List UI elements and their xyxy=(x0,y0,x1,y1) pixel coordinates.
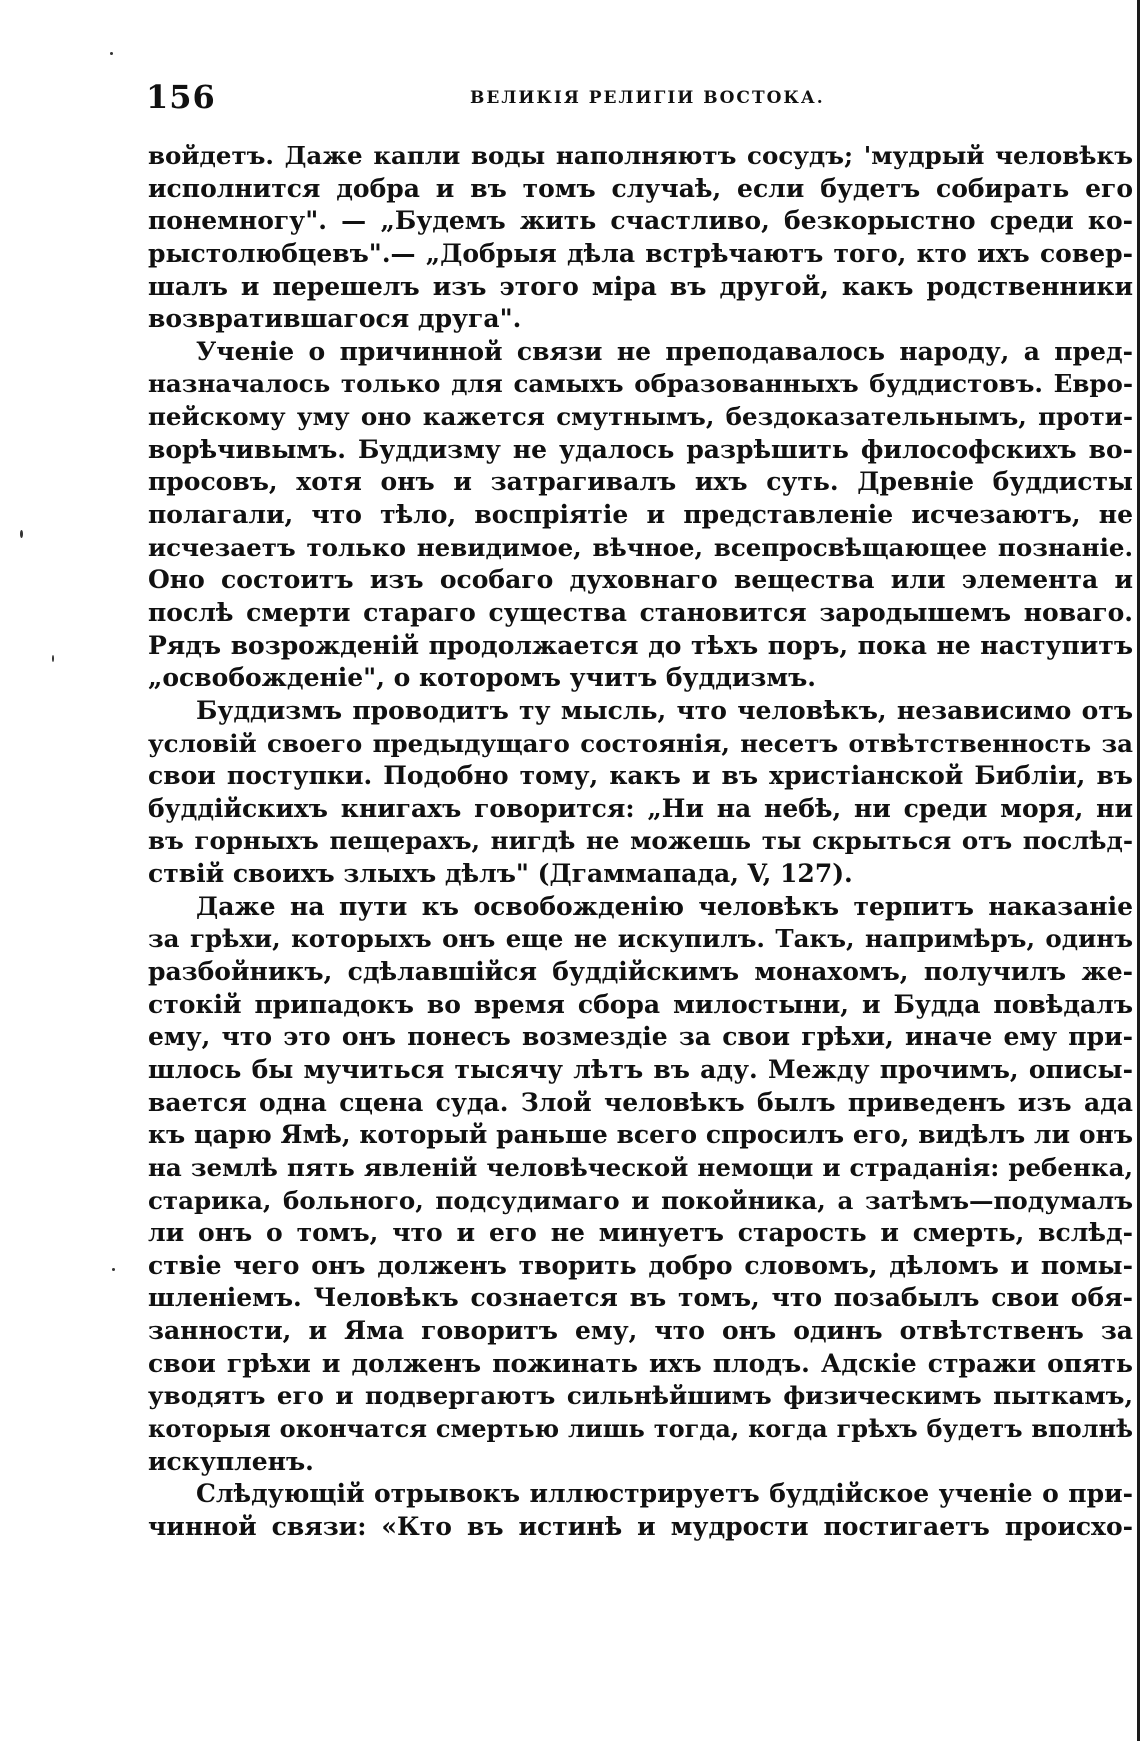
text-line: полагали, что тѣло, воспріятіе и представленіе исчезаютъ, не xyxy=(148,500,1133,530)
text-line: пейскому уму оно кажется смутнымъ, бездоказательнымъ, проти- xyxy=(148,402,1133,432)
text-line: рыстолюбцевъ".— „Добрыя дѣла встрѣчаютъ того, кто ихъ совер- xyxy=(148,238,1133,268)
scan-speck xyxy=(52,655,54,662)
text-line: исполнится добра и въ томъ случаѣ, если будетъ собирать его xyxy=(148,173,1133,203)
text-line: шленіемъ. Человѣкъ сознается въ томъ, что позабылъ свои обя- xyxy=(148,1283,1133,1313)
text-line: Оно состоитъ изъ особаго духовнаго вещества или элемента и xyxy=(148,565,1133,595)
paragraph-start-line: Буддизмъ проводитъ ту мысль, что человѣкъ, независимо отъ xyxy=(196,695,1133,725)
text-line: за грѣхи, которыхъ онъ еще не искупилъ. Такъ, напримѣръ, одинъ xyxy=(148,924,1133,954)
text-line: Рядъ возрожденій продолжается до тѣхъ поръ, пока не наступитъ xyxy=(148,630,1133,660)
text-line: чинной связи: «Кто въ истинѣ и мудрости постигаетъ происхо- xyxy=(148,1511,1133,1541)
text-line: разбойникъ, сдѣлавшійся буддійскимъ монахомъ, получилъ же- xyxy=(148,957,1133,987)
text-line: въ горныхъ пещерахъ, нигдѣ не можешь ты скрыться отъ послѣд- xyxy=(148,826,1133,856)
text-line: ворѣчивымъ. Буддизму не удалось разрѣшить философскихъ во- xyxy=(148,434,1133,464)
text-line: свои грѣхи и долженъ пожинать ихъ плодъ. Адскіе стражи опять xyxy=(148,1348,1133,1378)
text-line: понемногу". — „Будемъ жить счастливо, безкорыстно среди ко- xyxy=(148,206,1133,236)
text-line: возвратившагося друга". xyxy=(148,304,522,334)
text-line: свои поступки. Подобно тому, какъ и въ христіанской Библіи, въ xyxy=(148,761,1133,791)
text-line: къ царю Ямѣ, который раньше всего спросилъ его, видѣлъ ли онъ xyxy=(148,1120,1133,1150)
paragraph-start-line: Даже на пути къ освобожденію человѣкъ терпитъ наказаніе xyxy=(196,891,1133,921)
text-line: назначалось только для самыхъ образованныхъ буддистовъ. Евро- xyxy=(148,369,1133,399)
text-line: занности, и Яма говоритъ ему, что онъ одинъ отвѣтственъ за xyxy=(148,1316,1133,1346)
scan-speck xyxy=(112,1268,115,1271)
text-line: ли онъ о томъ, что и его не минуетъ старость и смерть, вслѣд- xyxy=(148,1218,1133,1248)
text-line: ствій своихъ злыхъ дѣлъ" (Дгаммапада, V, 127). xyxy=(148,859,853,889)
text-line: ствіе чего онъ долженъ творить добро словомъ, дѣломъ и помы- xyxy=(148,1250,1133,1280)
text-line: искупленъ. xyxy=(148,1446,314,1476)
body-text xyxy=(148,140,1133,1544)
page-number: 156 xyxy=(146,78,216,116)
text-line: буддійскихъ книгахъ говорится: „Ни на небѣ, ни среди моря, ни xyxy=(148,793,1133,823)
text-line: „освобожденіе", о которомъ учитъ буддизмъ. xyxy=(148,663,816,693)
text-line: стокій припадокъ во время сбора милостыни, и Будда повѣдалъ xyxy=(148,989,1133,1019)
text-line: исчезаетъ только невидимое, вѣчное, всепросвѣщающее познаніе. xyxy=(148,532,1133,562)
page-header xyxy=(146,78,1136,118)
text-line: на землѣ пять явленій человѣческой немощи и страданія: ребенка, xyxy=(148,1152,1133,1182)
text-line: старика, больного, подсудимаго и покойника, а затѣмъ—подумалъ xyxy=(148,1185,1133,1215)
scan-speck xyxy=(110,52,113,55)
text-line: ему, что это онъ понесъ возмездіе за свои грѣхи, иначе ему при- xyxy=(148,1022,1133,1052)
text-line: просовъ, хотя онъ и затрагивалъ ихъ суть. Древніе буддисты xyxy=(148,467,1133,497)
scan-speck xyxy=(20,530,23,538)
text-line: шлось бы мучиться тысячу лѣтъ въ аду. Между прочимъ, описы- xyxy=(148,1054,1133,1084)
text-line: которыя окончатся смертью лишь тогда, когда грѣхъ будетъ вполнѣ xyxy=(148,1413,1133,1443)
text-line: войдетъ. Даже капли воды наполняютъ сосудъ; 'мудрый человѣкъ xyxy=(148,141,1133,170)
running-title: ВЕЛИКІЯ РЕЛИГІИ ВОСТОКА. xyxy=(470,88,825,108)
text-line: послѣ смерти стараго существа становится зародышемъ новаго. xyxy=(148,597,1133,627)
text-line: вается одна сцена суда. Злой человѣкъ былъ приведенъ изъ ада xyxy=(148,1087,1133,1117)
text-line: уводятъ его и подвергаютъ сильнѣйшимъ физическимъ пыткамъ, xyxy=(148,1381,1133,1411)
text-line: условій своего предыдущаго состоянія, несетъ отвѣтственность за xyxy=(148,728,1133,758)
paragraph-start-line: Слѣдующій отрывокъ иллюстрируетъ буддійское ученіе о при- xyxy=(196,1479,1133,1509)
text-line: шалъ и перешелъ изъ этого міра въ другой, какъ родственники xyxy=(148,271,1133,301)
paragraph-start-line: Ученіе о причинной связи не преподавалось народу, а пред- xyxy=(196,336,1133,366)
